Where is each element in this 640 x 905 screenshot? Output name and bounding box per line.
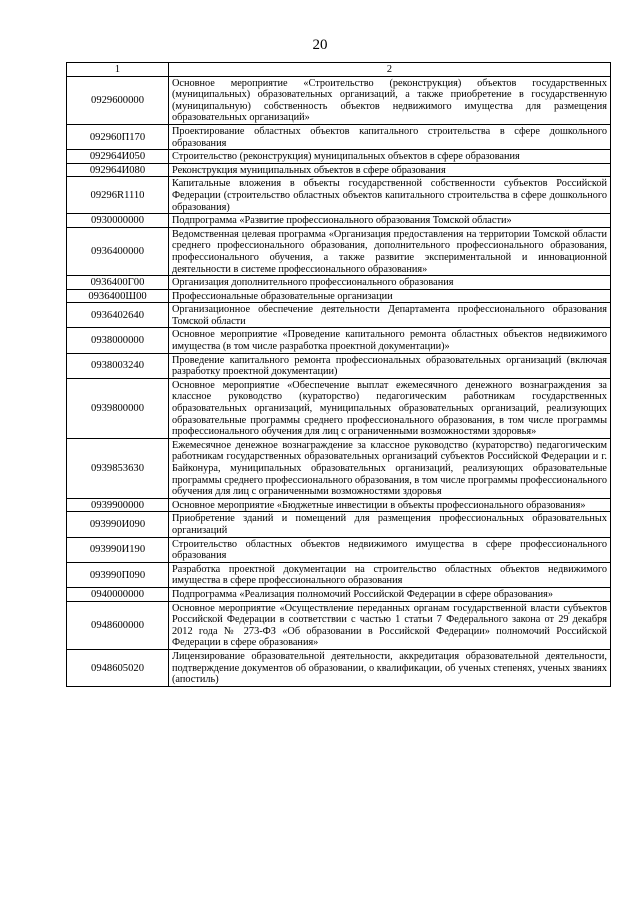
table-header-row (67, 63, 611, 77)
row-description: Основное мероприятие «Обеспечение выплат ежемесячного денежного вознаграждения за классное руководство (кураторство) педагогическим работникам государственных образовательных организаций, муниципальных образовательных организаций, реализующих образовательные программы среднего профессионального образования, в том числе программы профессионального обучения для лиц с ограниченными возможностями здоровья» (169, 378, 611, 438)
row-code: 093990П090 (67, 562, 169, 587)
page-number: 20 (312, 37, 328, 53)
row-code: 0939853630 (67, 438, 169, 498)
table-row (67, 328, 611, 353)
column-header-code: 1 (67, 63, 169, 77)
table-row (67, 498, 611, 512)
table-row (67, 150, 611, 164)
row-code: 0948605020 (67, 649, 169, 686)
table-row (67, 214, 611, 228)
row-code: 0938000000 (67, 328, 169, 353)
row-code: 093990И190 (67, 537, 169, 562)
table-row (67, 537, 611, 562)
row-description: Строительство областных объектов недвижимого имущества в сфере профессионального образования (169, 537, 611, 562)
table-row (67, 353, 611, 378)
column-header-description: 2 (169, 63, 611, 77)
table-row (67, 512, 611, 537)
row-description: Профессиональные образовательные организации (169, 289, 611, 303)
table-row (67, 124, 611, 149)
table-row (67, 76, 611, 124)
table-row (67, 601, 611, 649)
row-description: Реконструкция муниципальных объектов в сфере образования (169, 163, 611, 177)
row-code: 0938003240 (67, 353, 169, 378)
row-description: Подпрограмма «Реализация полномочий Российской Федерации в сфере образования» (169, 587, 611, 601)
row-code: 092964И080 (67, 163, 169, 177)
row-code: 092960П170 (67, 124, 169, 149)
row-code: 0936400Ш00 (67, 289, 169, 303)
row-code: 0936400Г00 (67, 276, 169, 290)
row-description: Приобретение зданий и помещений для размещения профессиональных образовательных организаций (169, 512, 611, 537)
table-row (67, 649, 611, 686)
table-row (67, 289, 611, 303)
row-description: Организационное обеспечение деятельности Департамента профессионального образования Томской области (169, 303, 611, 328)
row-code: 093990И090 (67, 512, 169, 537)
row-code: 0936402640 (67, 303, 169, 328)
row-code: 0939800000 (67, 378, 169, 438)
row-description: Основное мероприятие «Бюджетные инвестиции в объекты профессионального образования» (169, 498, 611, 512)
row-description: Капитальные вложения в объекты государственной собственности субъектов Российской Федерации (строительство областных объектов капитального строительства в сфере дошкольного образования) (169, 177, 611, 214)
table-row (67, 378, 611, 438)
table-row (67, 438, 611, 498)
row-description: Ведомственная целевая программа «Организация предоставления на территории Томской области среднего профессионального образования, дополнительного профессионального образования, профессионального обучения, а также развитие экспериментальной и инновационной деятельности в системе профессионального образования» (169, 227, 611, 275)
budget-code-table (66, 62, 611, 687)
row-description: Проектирование областных объектов капитального строительства в сфере дошкольного образования (169, 124, 611, 149)
table-row (67, 587, 611, 601)
row-description: Строительство (реконструкция) муниципальных объектов в сфере образования (169, 150, 611, 164)
row-description: Основное мероприятие «Проведение капитального ремонта областных объектов недвижимого имущества (в том числе разработка проектной документации)» (169, 328, 611, 353)
table-row (67, 177, 611, 214)
row-description: Основное мероприятие «Строительство (реконструкция) объектов государственных (муниципальных) образовательных организаций, а также приобретение в государственную (муниципальную) собственность объектов недвижимого имущества для размещения образовательных организаций» (169, 76, 611, 124)
row-description: Разработка проектной документации на строительство областных объектов недвижимого имущества в сфере профессионального образования (169, 562, 611, 587)
row-description: Проведение капитального ремонта профессиональных образовательных организаций (включая разработку проектной документации) (169, 353, 611, 378)
row-description: Основное мероприятие «Осуществление переданных органам государственной власти субъектов Российской Федерации в соответствии с частью 1 статьи 7 Федерального закона от 29 декабря 2012 года № 273-ФЗ «Об образовании в Российской Федерации» полномочий Российской Федерации в сфере образования» (169, 601, 611, 649)
table-row (67, 276, 611, 290)
row-code: 0939900000 (67, 498, 169, 512)
row-code: 09296R1110 (67, 177, 169, 214)
table-row (67, 562, 611, 587)
row-code: 0929600000 (67, 76, 169, 124)
row-description: Подпрограмма «Развитие профессионального образования Томской области» (169, 214, 611, 228)
table-row (67, 303, 611, 328)
row-code: 0940000000 (67, 587, 169, 601)
table-row (67, 227, 611, 275)
row-code: 0948600000 (67, 601, 169, 649)
table-row (67, 163, 611, 177)
row-code: 0936400000 (67, 227, 169, 275)
row-description: Ежемесячное денежное вознаграждение за классное руководство (кураторство) педагогическим работникам государственных образовательных организаций субъектов Российской Федерации и г. Байконура, муниципальных образовательных организаций, реализующих образовательные программы среднего профессионального образования, в том числе программы профессионального обучения для лиц с ограниченными возможностями здоровья (169, 438, 611, 498)
row-code: 0930000000 (67, 214, 169, 228)
row-description: Организация дополнительного профессионального образования (169, 276, 611, 290)
row-description: Лицензирование образовательной деятельности, аккредитация образовательной деятельности, подтверждение документов об образовании, о квалификации, об ученых степенях, ученых званиях (апостиль) (169, 649, 611, 686)
row-code: 092964И050 (67, 150, 169, 164)
